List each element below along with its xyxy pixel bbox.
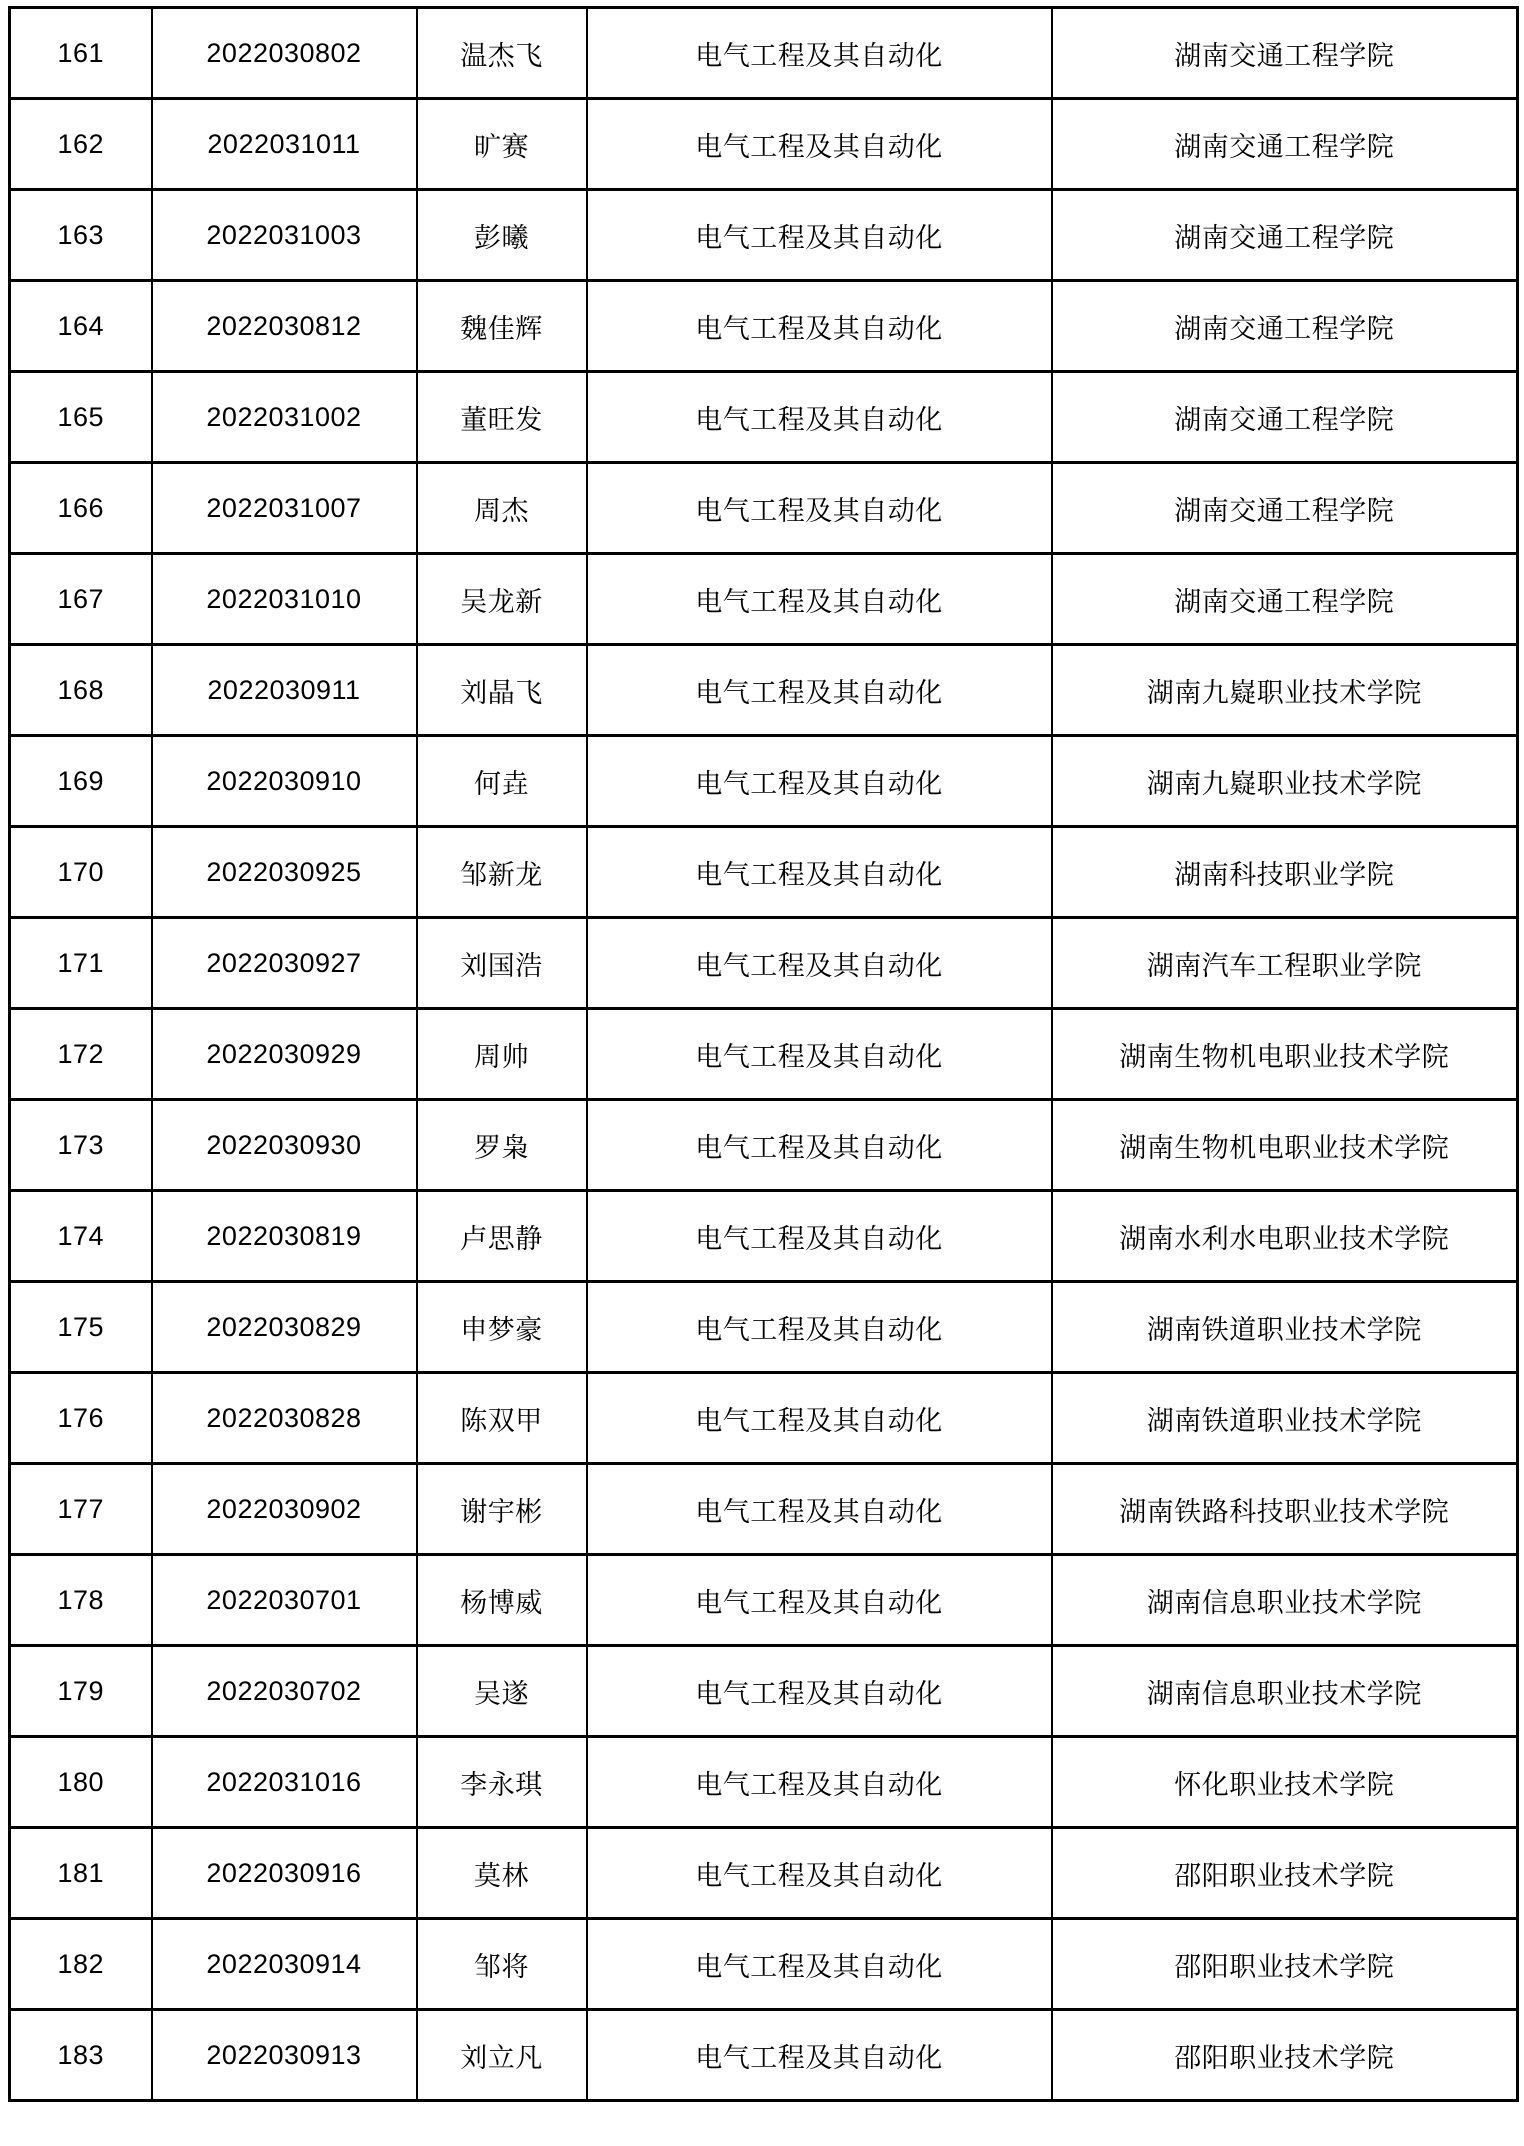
student-table-body xyxy=(10,8,1518,2101)
cell-student-name: 莫林 xyxy=(417,1828,587,1919)
cell-school: 湖南汽车工程职业学院 xyxy=(1052,918,1518,1009)
cell-school: 湖南铁道职业技术学院 xyxy=(1052,1373,1518,1464)
cell-student-name: 周杰 xyxy=(417,463,587,554)
cell-major: 电气工程及其自动化 xyxy=(587,1100,1052,1191)
cell-student-name: 吴龙新 xyxy=(417,554,587,645)
cell-row-number: 177 xyxy=(10,1464,152,1555)
cell-student-name: 刘国浩 xyxy=(417,918,587,1009)
cell-student-id: 2022031003 xyxy=(152,190,417,281)
cell-school: 湖南交通工程学院 xyxy=(1052,372,1518,463)
table-row xyxy=(10,8,1518,99)
cell-row-number: 179 xyxy=(10,1646,152,1737)
cell-student-id: 2022030911 xyxy=(152,645,417,736)
cell-student-name: 董旺发 xyxy=(417,372,587,463)
table-row xyxy=(10,190,1518,281)
cell-row-number: 169 xyxy=(10,736,152,827)
cell-student-id: 2022030819 xyxy=(152,1191,417,1282)
cell-major: 电气工程及其自动化 xyxy=(587,2010,1052,2101)
cell-major: 电气工程及其自动化 xyxy=(587,190,1052,281)
cell-student-id: 2022030929 xyxy=(152,1009,417,1100)
cell-student-id: 2022030916 xyxy=(152,1828,417,1919)
cell-school: 湖南生物机电职业技术学院 xyxy=(1052,1100,1518,1191)
cell-major: 电气工程及其自动化 xyxy=(587,1646,1052,1737)
cell-student-id: 2022030802 xyxy=(152,8,417,99)
cell-school: 湖南信息职业技术学院 xyxy=(1052,1646,1518,1737)
cell-school: 邵阳职业技术学院 xyxy=(1052,1828,1518,1919)
cell-row-number: 164 xyxy=(10,281,152,372)
cell-major: 电气工程及其自动化 xyxy=(587,645,1052,736)
table-row xyxy=(10,554,1518,645)
cell-row-number: 171 xyxy=(10,918,152,1009)
cell-school: 湖南交通工程学院 xyxy=(1052,281,1518,372)
table-row xyxy=(10,463,1518,554)
cell-school: 湖南交通工程学院 xyxy=(1052,190,1518,281)
cell-student-name: 温杰飞 xyxy=(417,8,587,99)
table-row xyxy=(10,1555,1518,1646)
cell-row-number: 178 xyxy=(10,1555,152,1646)
cell-major: 电气工程及其自动化 xyxy=(587,1919,1052,2010)
cell-major: 电气工程及其自动化 xyxy=(587,827,1052,918)
table-row xyxy=(10,1100,1518,1191)
cell-school: 邵阳职业技术学院 xyxy=(1052,2010,1518,2101)
table-row xyxy=(10,827,1518,918)
table-row xyxy=(10,918,1518,1009)
cell-student-id: 2022031002 xyxy=(152,372,417,463)
cell-school: 湖南交通工程学院 xyxy=(1052,463,1518,554)
table-row xyxy=(10,372,1518,463)
table-row xyxy=(10,99,1518,190)
cell-school: 怀化职业技术学院 xyxy=(1052,1737,1518,1828)
cell-student-id: 2022031011 xyxy=(152,99,417,190)
cell-student-name: 李永琪 xyxy=(417,1737,587,1828)
cell-row-number: 174 xyxy=(10,1191,152,1282)
cell-school: 湖南科技职业学院 xyxy=(1052,827,1518,918)
cell-student-name: 邹新龙 xyxy=(417,827,587,918)
cell-student-name: 罗枭 xyxy=(417,1100,587,1191)
cell-student-name: 卢思静 xyxy=(417,1191,587,1282)
cell-row-number: 181 xyxy=(10,1828,152,1919)
cell-row-number: 182 xyxy=(10,1919,152,2010)
cell-student-id: 2022030701 xyxy=(152,1555,417,1646)
cell-row-number: 172 xyxy=(10,1009,152,1100)
cell-major: 电气工程及其自动化 xyxy=(587,1464,1052,1555)
cell-student-id: 2022030930 xyxy=(152,1100,417,1191)
cell-student-id: 2022030902 xyxy=(152,1464,417,1555)
cell-major: 电气工程及其自动化 xyxy=(587,1555,1052,1646)
cell-school: 湖南交通工程学院 xyxy=(1052,554,1518,645)
table-row xyxy=(10,1009,1518,1100)
cell-row-number: 170 xyxy=(10,827,152,918)
cell-student-id: 2022030927 xyxy=(152,918,417,1009)
cell-student-id: 2022030829 xyxy=(152,1282,417,1373)
cell-major: 电气工程及其自动化 xyxy=(587,1191,1052,1282)
cell-student-name: 刘立凡 xyxy=(417,2010,587,2101)
cell-student-name: 周帅 xyxy=(417,1009,587,1100)
cell-student-name: 申梦豪 xyxy=(417,1282,587,1373)
cell-row-number: 163 xyxy=(10,190,152,281)
student-roster-table xyxy=(8,6,1519,2102)
cell-school: 湖南交通工程学院 xyxy=(1052,8,1518,99)
cell-student-id: 2022030913 xyxy=(152,2010,417,2101)
table-row xyxy=(10,1191,1518,1282)
cell-student-id: 2022031007 xyxy=(152,463,417,554)
cell-major: 电气工程及其自动化 xyxy=(587,99,1052,190)
cell-row-number: 175 xyxy=(10,1282,152,1373)
cell-row-number: 180 xyxy=(10,1737,152,1828)
cell-student-name: 吴遂 xyxy=(417,1646,587,1737)
table-row xyxy=(10,2010,1518,2101)
cell-student-id: 2022030828 xyxy=(152,1373,417,1464)
cell-student-id: 2022030914 xyxy=(152,1919,417,2010)
cell-major: 电气工程及其自动化 xyxy=(587,463,1052,554)
cell-student-name: 谢宇彬 xyxy=(417,1464,587,1555)
cell-row-number: 176 xyxy=(10,1373,152,1464)
cell-major: 电气工程及其自动化 xyxy=(587,1828,1052,1919)
cell-row-number: 167 xyxy=(10,554,152,645)
cell-school: 湖南生物机电职业技术学院 xyxy=(1052,1009,1518,1100)
cell-major: 电气工程及其自动化 xyxy=(587,918,1052,1009)
cell-row-number: 168 xyxy=(10,645,152,736)
table-row xyxy=(10,1464,1518,1555)
cell-student-name: 魏佳辉 xyxy=(417,281,587,372)
table-row xyxy=(10,1282,1518,1373)
cell-student-name: 陈双甲 xyxy=(417,1373,587,1464)
table-row xyxy=(10,281,1518,372)
cell-major: 电气工程及其自动化 xyxy=(587,8,1052,99)
cell-school: 湖南交通工程学院 xyxy=(1052,99,1518,190)
cell-student-name: 何垚 xyxy=(417,736,587,827)
table-row xyxy=(10,1919,1518,2010)
cell-major: 电气工程及其自动化 xyxy=(587,554,1052,645)
cell-school: 湖南水利水电职业技术学院 xyxy=(1052,1191,1518,1282)
cell-major: 电气工程及其自动化 xyxy=(587,281,1052,372)
cell-major: 电气工程及其自动化 xyxy=(587,1373,1052,1464)
cell-major: 电气工程及其自动化 xyxy=(587,1282,1052,1373)
cell-major: 电气工程及其自动化 xyxy=(587,1737,1052,1828)
table-row xyxy=(10,1737,1518,1828)
cell-student-id: 2022030925 xyxy=(152,827,417,918)
cell-major: 电气工程及其自动化 xyxy=(587,372,1052,463)
table-row xyxy=(10,736,1518,827)
cell-student-name: 邹将 xyxy=(417,1919,587,2010)
cell-student-name: 彭曦 xyxy=(417,190,587,281)
cell-major: 电气工程及其自动化 xyxy=(587,736,1052,827)
table-row xyxy=(10,1373,1518,1464)
cell-school: 湖南铁路科技职业技术学院 xyxy=(1052,1464,1518,1555)
cell-row-number: 162 xyxy=(10,99,152,190)
cell-school: 湖南九嶷职业技术学院 xyxy=(1052,645,1518,736)
cell-student-id: 2022031016 xyxy=(152,1737,417,1828)
cell-student-name: 刘晶飞 xyxy=(417,645,587,736)
cell-school: 湖南信息职业技术学院 xyxy=(1052,1555,1518,1646)
cell-school: 湖南九嶷职业技术学院 xyxy=(1052,736,1518,827)
cell-student-id: 2022030702 xyxy=(152,1646,417,1737)
cell-school: 湖南铁道职业技术学院 xyxy=(1052,1282,1518,1373)
cell-row-number: 173 xyxy=(10,1100,152,1191)
cell-row-number: 166 xyxy=(10,463,152,554)
cell-student-id: 2022030812 xyxy=(152,281,417,372)
cell-student-id: 2022030910 xyxy=(152,736,417,827)
cell-student-name: 旷赛 xyxy=(417,99,587,190)
cell-student-id: 2022031010 xyxy=(152,554,417,645)
table-row xyxy=(10,1828,1518,1919)
cell-row-number: 165 xyxy=(10,372,152,463)
cell-row-number: 183 xyxy=(10,2010,152,2101)
cell-school: 邵阳职业技术学院 xyxy=(1052,1919,1518,2010)
table-row xyxy=(10,1646,1518,1737)
cell-row-number: 161 xyxy=(10,8,152,99)
cell-major: 电气工程及其自动化 xyxy=(587,1009,1052,1100)
cell-student-name: 杨博威 xyxy=(417,1555,587,1646)
table-row xyxy=(10,645,1518,736)
